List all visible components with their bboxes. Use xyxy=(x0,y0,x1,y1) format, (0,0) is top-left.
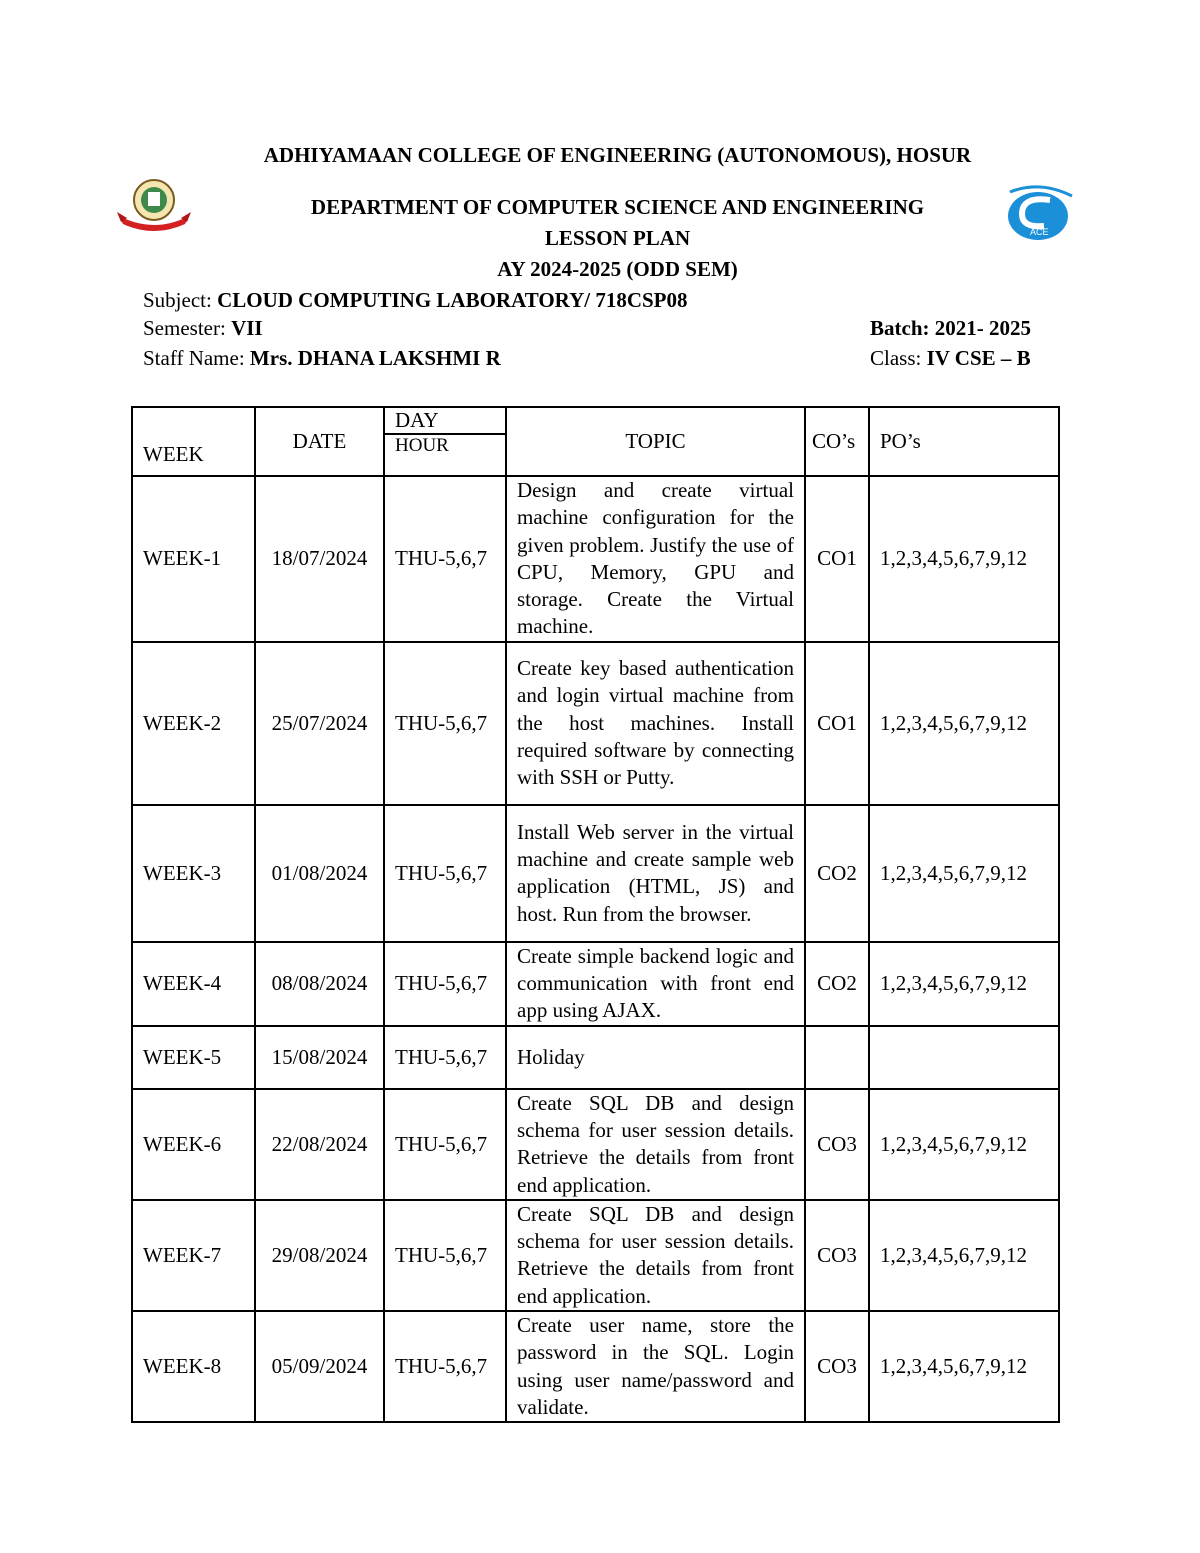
date-cell: 01/08/2024 xyxy=(255,805,384,942)
table-row xyxy=(132,642,1059,805)
table-row xyxy=(132,1026,1059,1089)
staff-label: Staff Name: xyxy=(143,346,245,370)
co-cell: CO1 xyxy=(805,476,869,642)
batch-label: Batch: xyxy=(870,316,930,340)
ace-logo xyxy=(1000,182,1080,242)
po-cell: 1,2,3,4,5,6,7,9,12 xyxy=(869,476,1059,642)
topic-cell: Install Web server in the virtual machine and create sample web application (HTML, JS) and host. Run from the browser. xyxy=(506,805,805,942)
header-day: DAY xyxy=(384,407,506,434)
class-line xyxy=(870,346,1031,371)
date-cell: 08/08/2024 xyxy=(255,942,384,1026)
po-cell: 1,2,3,4,5,6,7,9,12 xyxy=(869,642,1059,805)
co-cell: CO1 xyxy=(805,642,869,805)
topic-cell: Design and create virtual machine configuration for the given problem. Justify the use of CPU, Memory, GPU and storage. Create the Virtual machine. xyxy=(506,476,805,642)
academic-year: AY 2024-2025 (ODD SEM) xyxy=(497,257,738,281)
svg-text:ACE: ACE xyxy=(1030,227,1049,237)
table-row xyxy=(132,1200,1059,1311)
header-week: WEEK xyxy=(132,407,255,476)
header-date: DATE xyxy=(255,407,384,476)
header-pos: PO’s xyxy=(869,407,1059,476)
day-hour-cell: THU-5,6,7 xyxy=(384,805,506,942)
table-row xyxy=(132,805,1059,942)
date-cell: 05/09/2024 xyxy=(255,1311,384,1422)
batch-value: 2021- 2025 xyxy=(934,316,1031,340)
subject-label: Subject: xyxy=(143,288,212,312)
topic-cell: Create simple backend logic and communication with front end app using AJAX. xyxy=(506,942,805,1026)
day-hour-cell: THU-5,6,7 xyxy=(384,1200,506,1311)
table-row xyxy=(132,476,1059,642)
college-emblem-logo xyxy=(115,176,193,232)
po-cell: 1,2,3,4,5,6,7,9,12 xyxy=(869,1200,1059,1311)
co-cell xyxy=(805,1026,869,1089)
po-cell xyxy=(869,1026,1059,1089)
subject-line xyxy=(143,288,688,313)
week-cell: WEEK-6 xyxy=(132,1089,255,1200)
table-header-row xyxy=(132,407,1059,434)
table-row xyxy=(132,942,1059,1026)
topic-cell: Create SQL DB and design schema for user session details. Retrieve the details from front end application. xyxy=(506,1089,805,1200)
topic-cell: Holiday xyxy=(506,1026,805,1089)
week-cell: WEEK-8 xyxy=(132,1311,255,1422)
day-hour-cell: THU-5,6,7 xyxy=(384,1026,506,1089)
topic-cell: Create SQL DB and design schema for user session details. Retrieve the details from front end application. xyxy=(506,1200,805,1311)
po-cell: 1,2,3,4,5,6,7,9,12 xyxy=(869,1311,1059,1422)
class-value: IV CSE – B xyxy=(926,346,1031,370)
week-cell: WEEK-2 xyxy=(132,642,255,805)
co-cell: CO3 xyxy=(805,1200,869,1311)
day-hour-cell: THU-5,6,7 xyxy=(384,476,506,642)
day-hour-cell: THU-5,6,7 xyxy=(384,942,506,1026)
semester-label: Semester: xyxy=(143,316,226,340)
staff-line xyxy=(143,346,501,371)
week-cell: WEEK-3 xyxy=(132,805,255,942)
batch-line xyxy=(870,316,1031,341)
co-cell: CO2 xyxy=(805,805,869,942)
week-cell: WEEK-4 xyxy=(132,942,255,1026)
header-topic: TOPIC xyxy=(506,407,805,476)
semester-line xyxy=(143,316,263,341)
po-cell: 1,2,3,4,5,6,7,9,12 xyxy=(869,1089,1059,1200)
table-row xyxy=(132,1311,1059,1422)
week-cell: WEEK-7 xyxy=(132,1200,255,1311)
week-cell: WEEK-1 xyxy=(132,476,255,642)
day-hour-cell: THU-5,6,7 xyxy=(384,1089,506,1200)
co-cell: CO2 xyxy=(805,942,869,1026)
topic-cell: Create user name, store the password in the SQL. Login using user name/password and validate. xyxy=(506,1311,805,1422)
subject-value: CLOUD COMPUTING LABORATORY/ 718CSP08 xyxy=(217,288,688,312)
topic-cell: Create key based authentication and login virtual machine from the host machines. Install required software by connecting with SSH or Putty. xyxy=(506,642,805,805)
week-cell: WEEK-5 xyxy=(132,1026,255,1089)
co-cell: CO3 xyxy=(805,1089,869,1200)
lesson-plan-table xyxy=(131,406,1060,1423)
day-hour-cell: THU-5,6,7 xyxy=(384,1311,506,1422)
class-label: Class: xyxy=(870,346,922,370)
po-cell: 1,2,3,4,5,6,7,9,12 xyxy=(869,805,1059,942)
table-row xyxy=(132,1089,1059,1200)
header-cos: CO’s xyxy=(805,407,869,476)
department-name: DEPARTMENT OF COMPUTER SCIENCE AND ENGINEERING xyxy=(310,195,925,219)
document-title: LESSON PLAN xyxy=(544,226,691,250)
staff-value: Mrs. DHANA LAKSHMI R xyxy=(249,346,501,370)
po-cell: 1,2,3,4,5,6,7,9,12 xyxy=(869,942,1059,1026)
co-cell: CO3 xyxy=(805,1311,869,1422)
date-cell: 15/08/2024 xyxy=(255,1026,384,1089)
day-hour-cell: THU-5,6,7 xyxy=(384,642,506,805)
header-hour: HOUR xyxy=(384,434,506,476)
date-cell: 18/07/2024 xyxy=(255,476,384,642)
date-cell: 29/08/2024 xyxy=(255,1200,384,1311)
date-cell: 25/07/2024 xyxy=(255,642,384,805)
college-name: ADHIYAMAAN COLLEGE OF ENGINEERING (AUTONOMOUS), HOSUR xyxy=(263,143,972,167)
semester-value: VII xyxy=(231,316,263,340)
date-cell: 22/08/2024 xyxy=(255,1089,384,1200)
